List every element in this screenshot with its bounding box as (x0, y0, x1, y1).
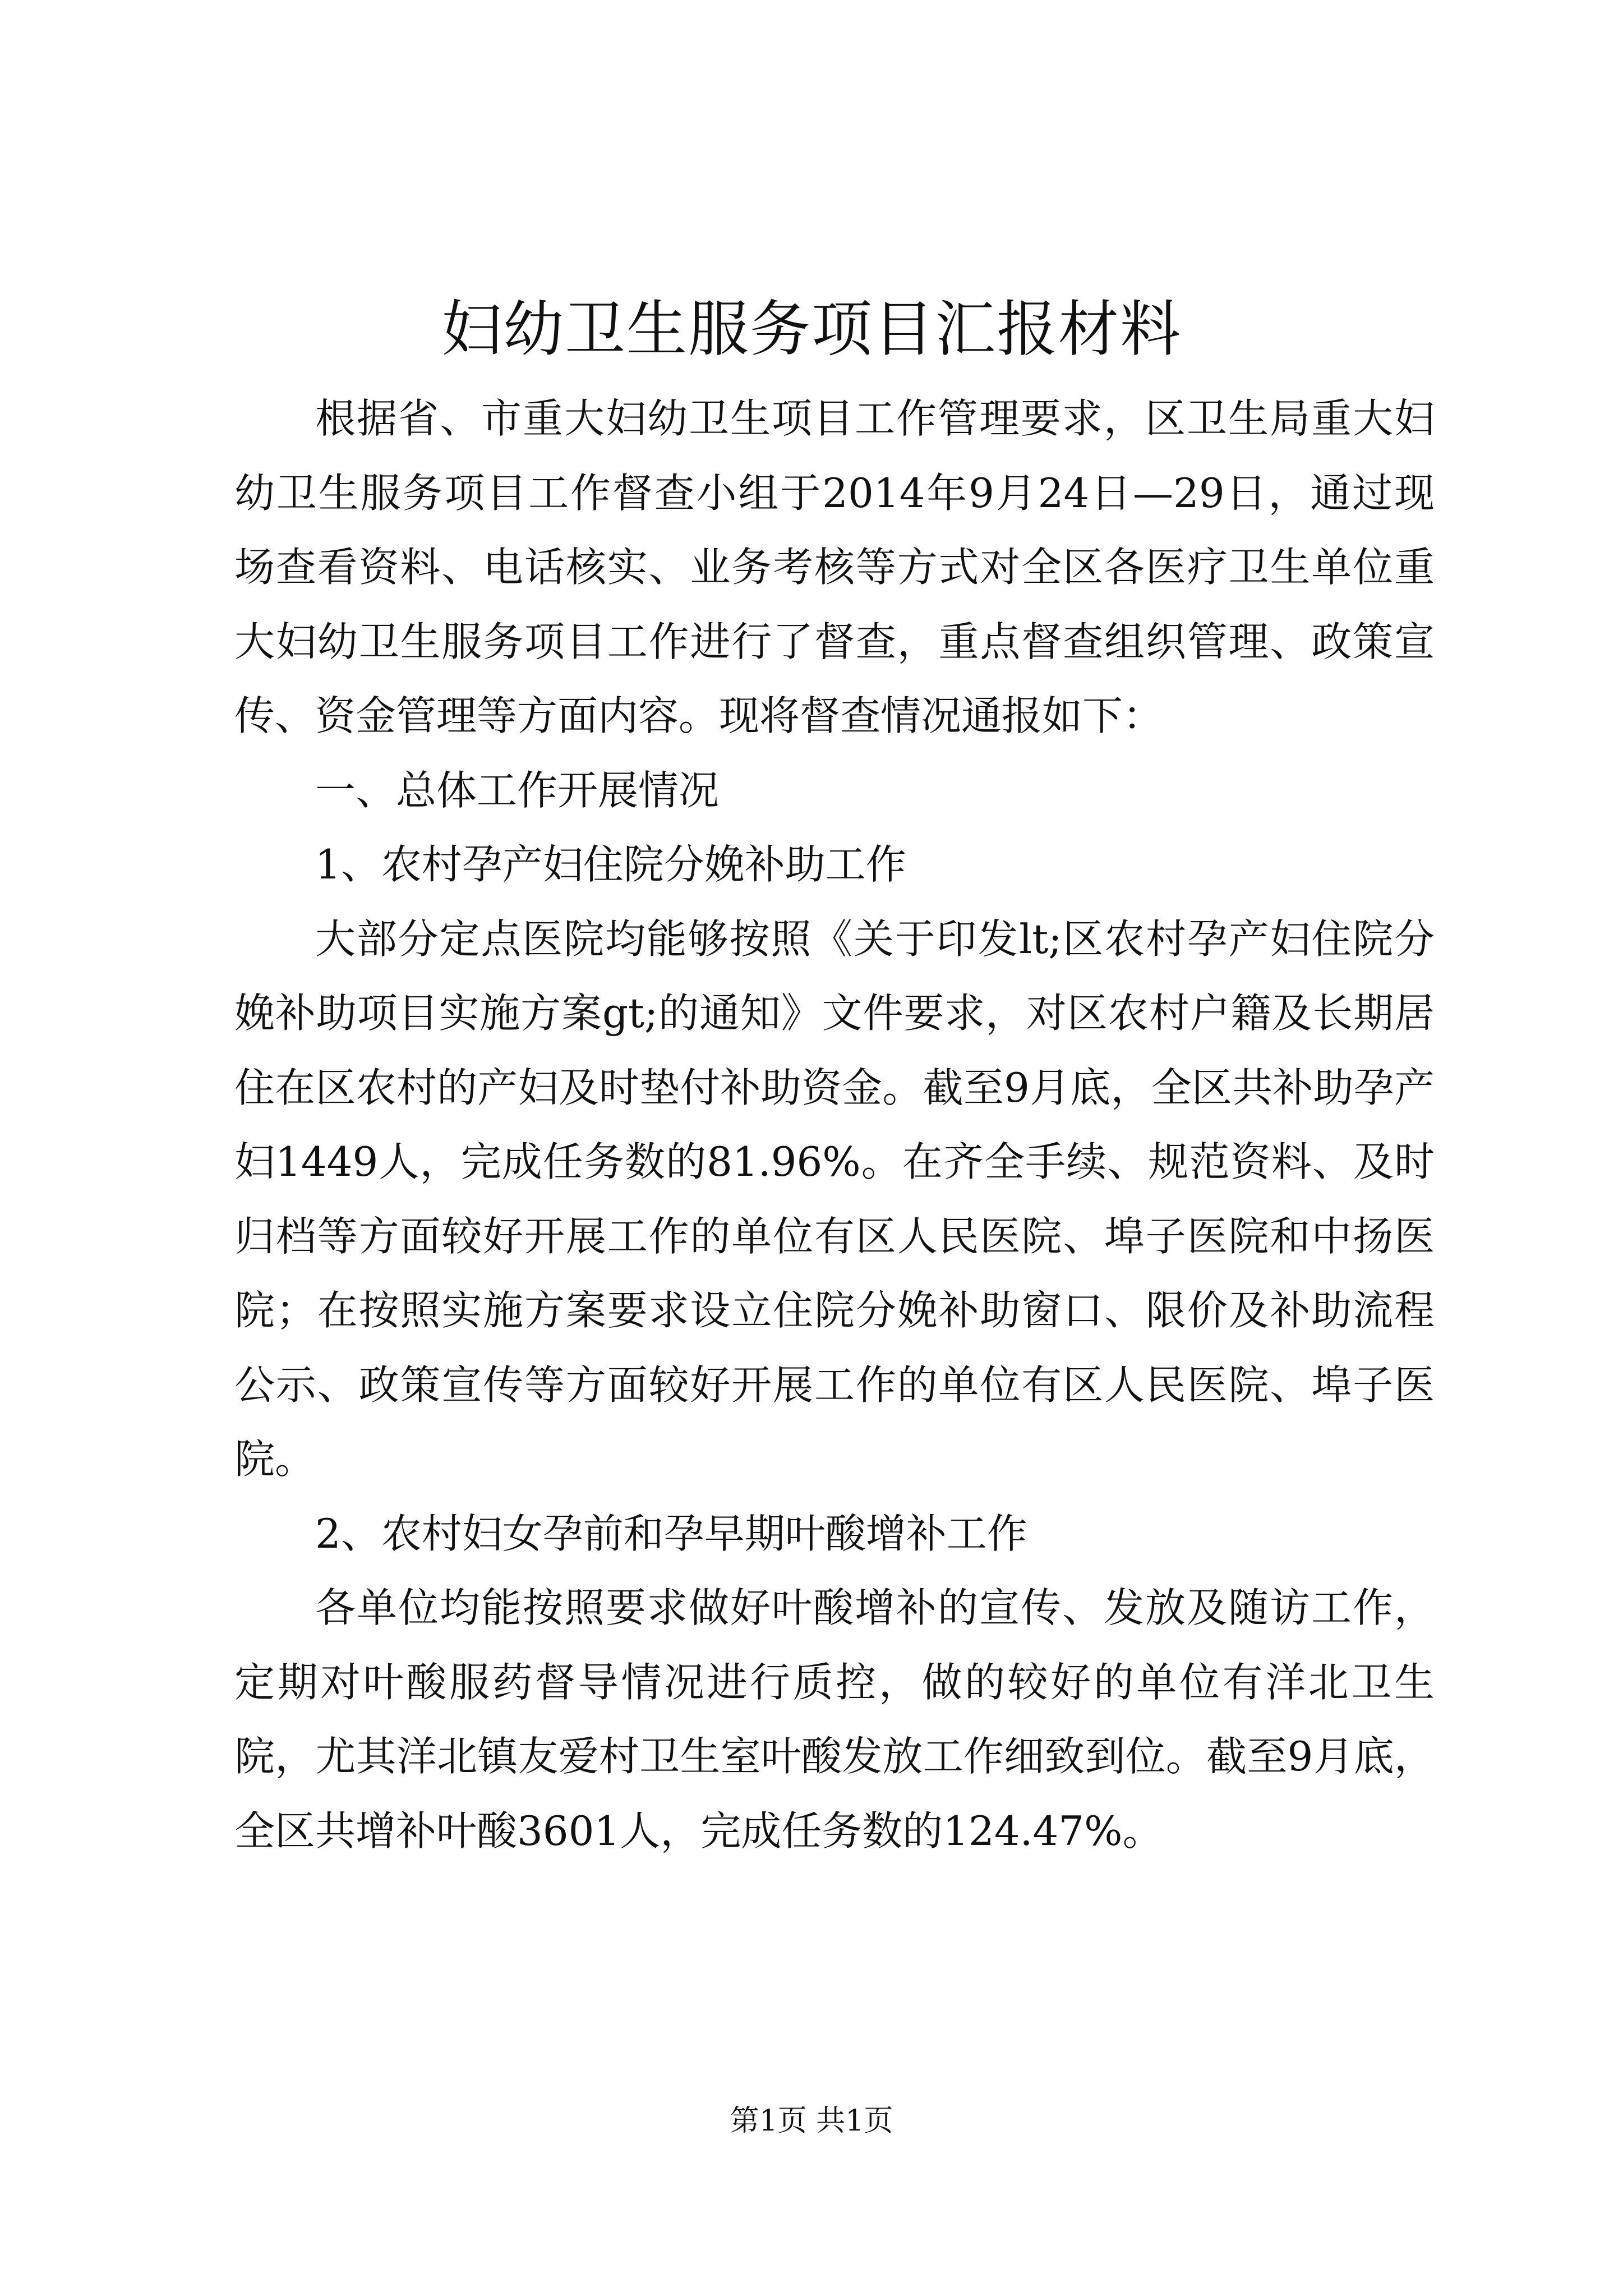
paragraph-intro: 根据省、市重大妇幼卫生项目工作管理要求，区卫生局重大妇幼卫生服务项目工作督查小组于2014年9月24日—29日，通过现场查看资料、电话核实、业务考核等方式对全区各医疗卫生单位重大妇幼卫生服务项目工作进行了督查，重点督查组织管理、政策宣传、资金管理等方面内容。现将督查情况通报如下： (234, 395, 1435, 739)
section-heading-overall: 一、总体工作开展情况 (315, 766, 720, 814)
paragraph-delivery-subsidy: 大部分定点医院均能够按照《关于印发lt;区农村孕产妇住院分娩补助项目实施方案gt;的通知》文件要求，对区农村户籍及长期居住在区农村的产妇及时垫付补助资金。截至9月底，全区共补助孕产妇1449人，完成任务数的81.96%。在齐全手续、规范资料、及时归档等方面较好开展工作的单位有区人民医院、埠子医院和中扬医院；在按照实施方案要求设立住院分娩补助窗口、限价及补助流程公示、政策宣传等方面较好开展工作的单位有区人民医院、埠子医院。 (234, 915, 1435, 1483)
paragraph-folic-acid: 各单位均能按照要求做好叶酸增补的宣传、发放及随访工作，定期对叶酸服药督导情况进行质控，做的较好的单位有洋北卫生院，尤其洋北镇友爱村卫生室叶酸发放工作细致到位。截至9月底，全区共增补叶酸3601人，完成任务数的124.47%。 (234, 1584, 1435, 1855)
page-footer: 第1页 共1页 (730, 2104, 893, 2138)
subsection-heading-delivery-subsidy: 1、农村孕产妇住院分娩补助工作 (315, 841, 906, 888)
document-body (234, 381, 1435, 1868)
subsection-heading-folic-acid: 2、农村妇女孕前和孕早期叶酸增补工作 (315, 1510, 1027, 1557)
document-title: 妇幼卫生服务项目汇报材料 (441, 295, 1182, 365)
